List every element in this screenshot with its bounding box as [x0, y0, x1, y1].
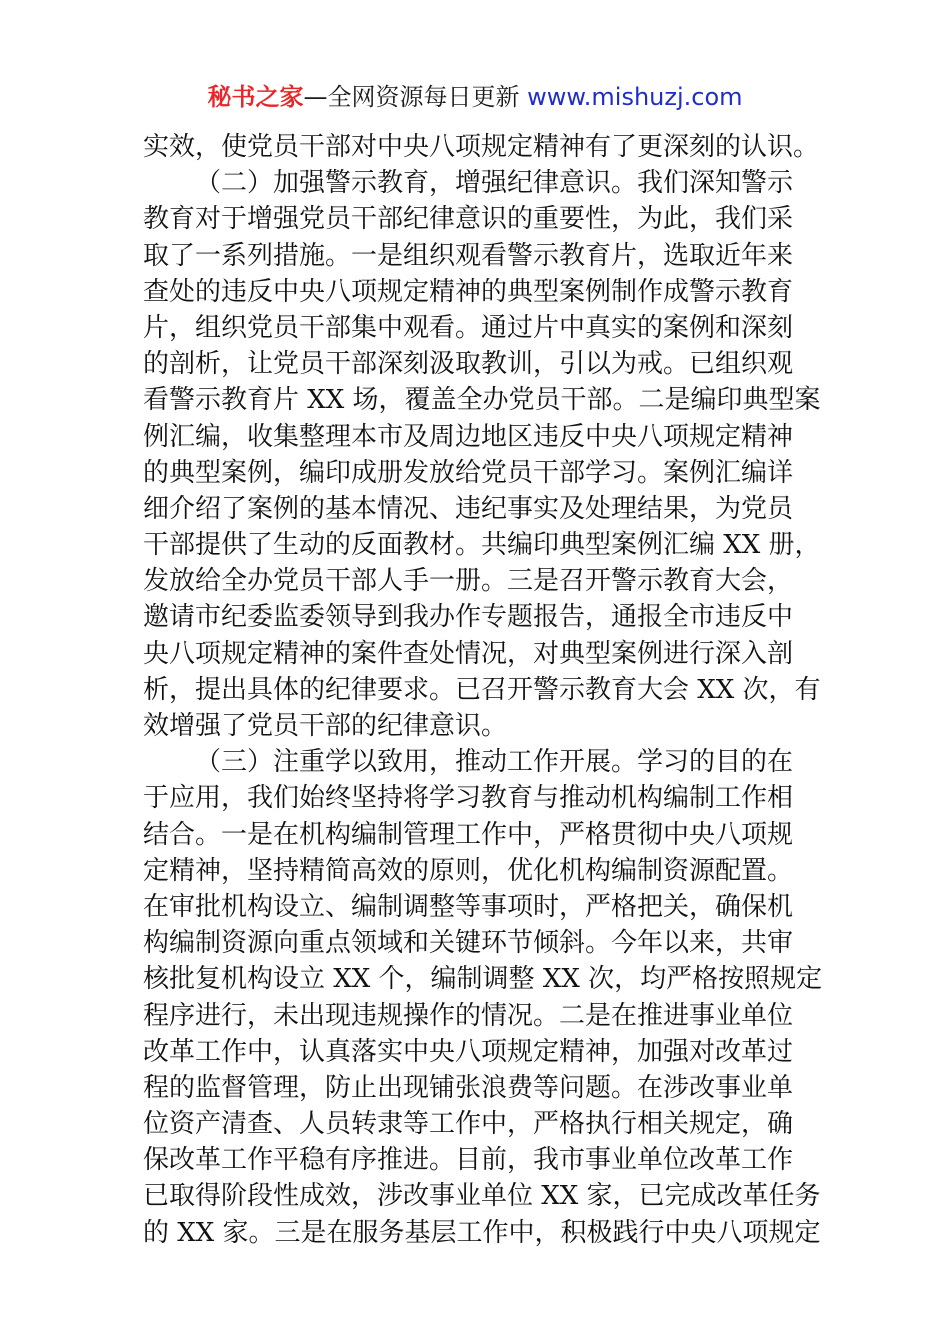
body-line: 干部提供了生动的反面教材。共编印典型案例汇编 XX 册，	[143, 530, 821, 561]
site-tagline: —全网资源每日更新	[303, 83, 528, 111]
body-line: 已取得阶段性成效，涉改事业单位 XX 家，已完成改革任务	[143, 1181, 821, 1212]
body-line: 的 XX 家。三是在服务基层工作中，积极践行中央八项规定	[143, 1217, 821, 1248]
body-line: 结合。一是在机构编制管理工作中，严格贯彻中央八项规	[143, 819, 794, 850]
body-line: 看警示教育片 XX 场，覆盖全办党员干部。二是编印典型案	[143, 385, 821, 416]
body-line: 析，提出具体的纪律要求。已召开警示教育大会 XX 次，有	[143, 674, 821, 705]
body-line: 的典型案例，编印成册发放给党员干部学习。案例汇编详	[143, 457, 794, 488]
body-line: 保改革工作平稳有序推进。目前，我市事业单位改革工作	[143, 1145, 794, 1176]
body-line: 在审批机构设立、编制调整等事项时，严格把关，确保机	[143, 891, 794, 922]
document-body	[143, 129, 823, 1251]
body-line: 查处的违反中央八项规定精神的典型案例制作成警示教育	[143, 276, 794, 307]
body-line: 细介绍了案例的基本情况、违纪事实及处理结果，为党员	[143, 493, 794, 524]
site-header	[0, 80, 950, 114]
body-line: 核批复机构设立 XX 个，编制调整 XX 次，均严格按照规定	[143, 964, 823, 995]
body-line: 的剖析，让党员干部深刻汲取教训，引以为戒。已组织观	[143, 349, 794, 380]
body-line: 于应用，我们始终坚持将学习教育与推动机构编制工作相	[143, 783, 794, 814]
body-line: 发放给全办党员干部人手一册。三是召开警示教育大会，	[143, 566, 794, 597]
body-line: 央八项规定精神的案件查处情况，对典型案例进行深入剖	[143, 638, 794, 669]
body-line: 改革工作中，认真落实中央八项规定精神，加强对改革过	[143, 1036, 794, 1067]
site-brand: 秘书之家	[207, 83, 304, 111]
body-line: 构编制资源向重点领域和关键环节倾斜。今年以来，共审	[143, 928, 794, 959]
section-heading-line: （二）加强警示教育，增强纪律意识。我们深知警示	[195, 168, 794, 199]
body-line: 位资产清查、人员转隶等工作中，严格执行相关规定，确	[143, 1109, 794, 1140]
section-heading-line: （三）注重学以致用，推动工作开展。学习的目的在	[195, 747, 794, 778]
site-url[interactable]: www.mishuzj.com	[527, 83, 743, 111]
body-line: 片，组织党员干部集中观看。通过片中真实的案例和深刻	[143, 312, 794, 343]
body-line: 例汇编，收集整理本市及周边地区违反中央八项规定精神	[143, 421, 794, 452]
body-line: 定精神，坚持精简高效的原则，优化机构编制资源配置。	[143, 855, 794, 886]
body-line: 教育对于增强党员干部纪律意识的重要性，为此，我们采	[143, 204, 794, 235]
body-line: 程的监督管理，防止出现铺张浪费等问题。在涉改事业单	[143, 1072, 794, 1103]
body-line: 实效，使党员干部对中央八项规定精神有了更深刻的认识。	[143, 132, 820, 162]
body-line: 取了一系列措施。一是组织观看警示教育片，选取近年来	[143, 240, 794, 271]
body-line: 邀请市纪委监委领导到我办作专题报告，通报全市违反中	[143, 602, 794, 633]
body-line: 程序进行，未出现违规操作的情况。二是在推进事业单位	[143, 1000, 794, 1031]
body-line: 效增强了党员干部的纪律意识。	[143, 711, 508, 741]
